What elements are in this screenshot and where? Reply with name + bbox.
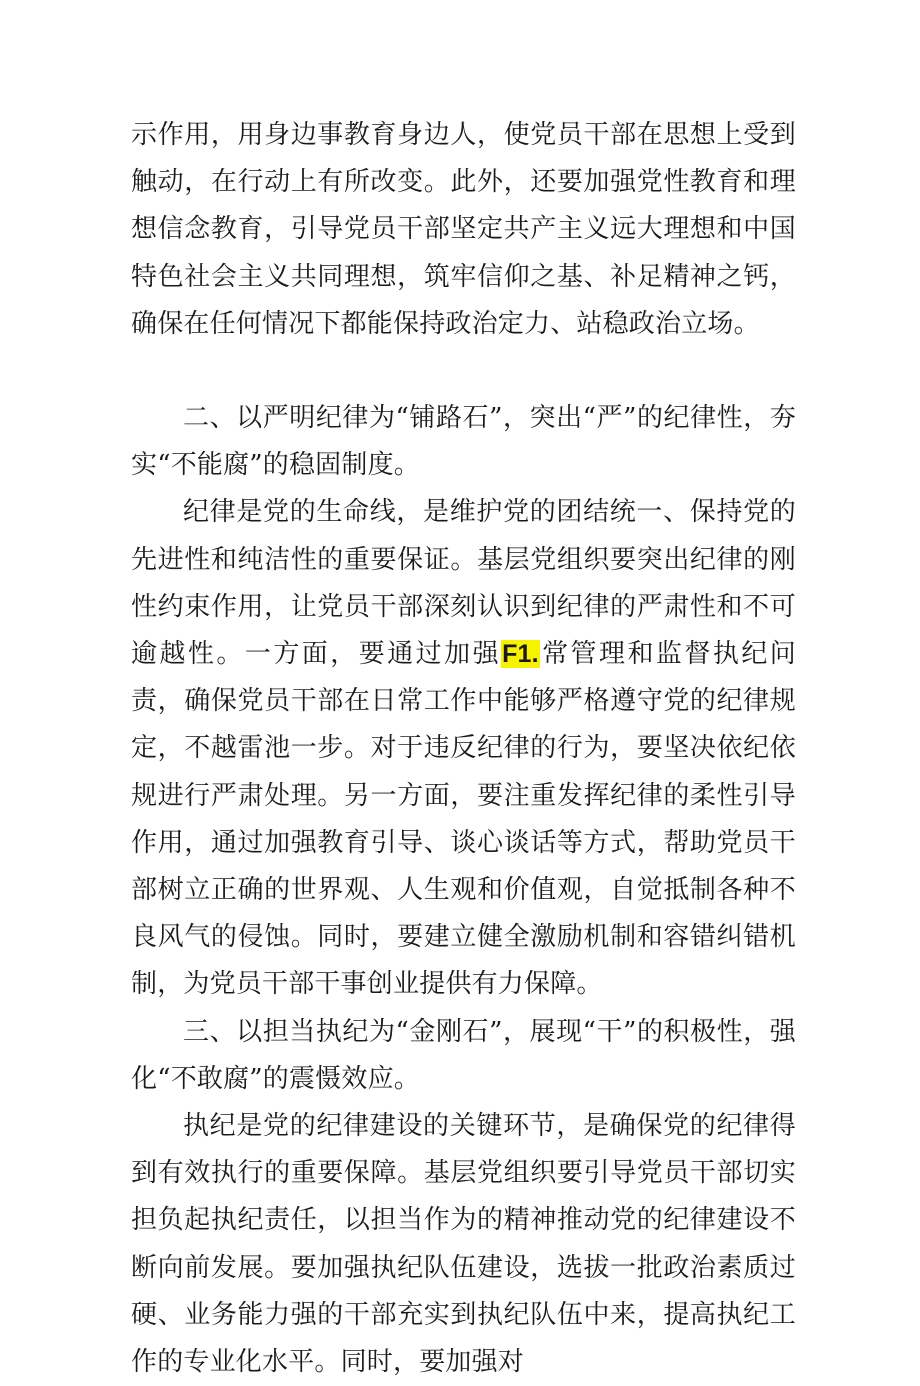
section-heading-two: 二、以严明纪律为“铺路石”，突出“严”的纪律性，夯实“不能腐”的稳固制度。 (131, 403, 796, 481)
paragraph-discipline-text-before: 纪律是党的生命线，是维护党的团结统一、保持党的先进性和纯洁性的重要保证。基层党组织要突出纪律的刚性约束作用，让党员干部深刻认识到纪律的严肃性和不可逾越性。一方面，要通过加强 (131, 497, 796, 670)
document-body (131, 112, 796, 1386)
paragraph-discipline-text-after: 常管理和监督执纪问责，确保党员干部在日常工作中能够严格遵守党的纪律规定，不越雷池一步。对于违反纪律的行为，要坚决依纪依规进行严肃处理。另一方面，要注重发挥纪律的柔性引导作用，通过加强教育引导、谈心谈话等方式，帮助党员干部树立正确的世界观、人生观和价值观，自觉抵制各种不良风气的侵蚀。同时，要建立健全激励机制和容错纠错机制，为党员干部干事创业提供有力保障。 (131, 639, 796, 1000)
section-heading-three: 三、以担当执纪为“金刚石”，展现“干”的积极性，强化“不敢腐”的震慑效应。 (131, 1016, 796, 1094)
paragraph-discipline (131, 489, 796, 1008)
paragraph-continuation: 示作用，用身边事教育身边人，使党员干部在思想上受到触动，在行动上有所改变。此外，还要加强党性教育和理想信念教育，引导党员干部坚定共产主义远大理想和中国特色社会主义共同理想，筑牢信仰之基、补足精神之钙，确保在任何情况下都能保持政治定力、站稳政治立场。 (131, 120, 796, 339)
paragraph-enforcement: 执纪是党的纪律建设的关键环节，是确保党的纪律得到有效执行的重要保障。基层党组织要引导党员干部切实担负起执纪责任，以担当作为的精神推动党的纪律建设不断向前发展。要加强执纪队伍建设，选拔一批政治素质过硬、业务能力强的干部充实到执纪队伍中来，提高执纪工作的专业化水平。同时，要加强对 (131, 1111, 796, 1378)
highlight-marker: F1. (502, 640, 539, 669)
